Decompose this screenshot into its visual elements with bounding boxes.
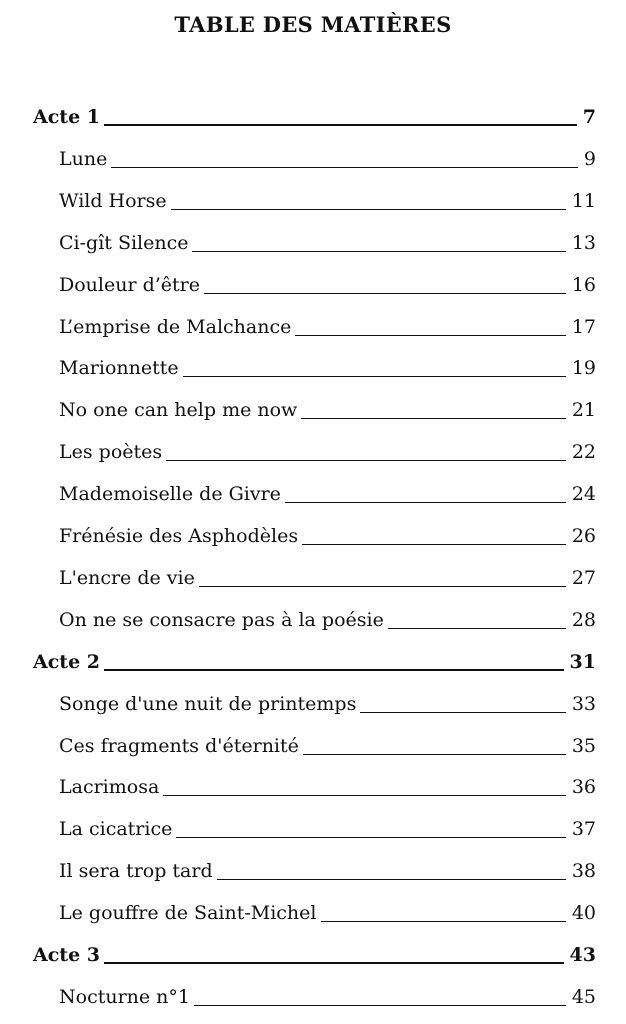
toc-entry[interactable] — [59, 561, 596, 589]
toc-act-heading[interactable] — [33, 938, 596, 966]
toc-page-number: 26 — [571, 525, 596, 547]
toc-entry[interactable] — [59, 351, 596, 379]
toc-entry[interactable] — [59, 226, 596, 254]
toc-page-number: 11 — [571, 189, 596, 212]
toc-page-number: 7 — [582, 106, 596, 128]
toc-entry-title: Ci-gît Silence — [59, 231, 189, 254]
toc-leader-line — [104, 961, 564, 964]
toc-leader-line — [111, 166, 578, 168]
toc-page-number: 35 — [571, 734, 596, 757]
toc-leader-line — [302, 543, 566, 545]
toc-page-number: 21 — [571, 399, 596, 422]
toc-entry[interactable] — [59, 603, 596, 631]
toc-entry-title: Nocturne n°1 — [59, 985, 191, 1008]
toc-leader-line — [104, 123, 577, 126]
toc-page-number: 9 — [583, 147, 596, 170]
toc-entry-title: Wild Horse — [59, 189, 167, 212]
toc-page-number: 43 — [569, 944, 596, 966]
toc-page-number: 27 — [571, 566, 596, 589]
toc-leader-line — [163, 794, 566, 796]
toc-entry-title: Acte 2 — [33, 650, 101, 673]
toc-entry[interactable] — [59, 812, 596, 840]
toc-leader-line — [104, 668, 564, 671]
toc-entry-title: Acte 3 — [33, 944, 101, 966]
toc-leader-line — [166, 459, 566, 461]
toc-leader-line — [321, 920, 566, 922]
toc-entry[interactable] — [59, 519, 596, 547]
toc-leader-line — [360, 711, 565, 713]
toc-page-number: 36 — [571, 776, 596, 799]
toc-leader-line — [388, 627, 566, 629]
toc-entry[interactable] — [59, 687, 596, 715]
toc-entry-title: La cicatrice — [59, 818, 173, 841]
toc-entry-title: On ne se consacre pas à la poésie — [59, 608, 384, 631]
toc-leader-line — [295, 334, 565, 336]
toc-entry-title: Songe d'une nuit de printemps — [59, 692, 357, 715]
toc-page-number: 22 — [571, 441, 596, 464]
toc-entry[interactable] — [59, 980, 596, 1008]
toc-entry-title: Les poètes — [59, 441, 163, 464]
toc-leader-line — [303, 753, 566, 755]
toc-entry-title: Mademoiselle de Givre — [59, 483, 281, 506]
toc-entry[interactable] — [59, 184, 596, 212]
toc-leader-line — [301, 417, 566, 419]
toc-entry-title: L'encre de vie — [59, 566, 195, 589]
toc-page-number: 19 — [571, 357, 596, 380]
toc-entry[interactable] — [59, 268, 596, 296]
toc-page-number: 40 — [571, 902, 596, 925]
toc-leader-line — [171, 208, 566, 210]
toc-page-number: 33 — [571, 692, 596, 715]
toc-entry-title: Ces fragments d'éternité — [59, 734, 299, 757]
toc-leader-line — [192, 250, 565, 252]
toc-entry[interactable] — [59, 310, 596, 338]
toc-entry[interactable] — [59, 854, 596, 882]
toc-leader-line — [194, 1004, 566, 1006]
toc-entry[interactable] — [59, 477, 596, 505]
toc-entry[interactable] — [59, 435, 596, 463]
toc-entry-title: L’emprise de Malchance — [59, 315, 292, 338]
toc-leader-line — [217, 878, 566, 880]
toc-act-heading[interactable] — [33, 100, 596, 128]
toc-entry-title: Marionnette — [59, 357, 179, 380]
toc-leader-line — [176, 836, 565, 838]
toc-page-number: 45 — [571, 985, 596, 1008]
toc-page-number: 16 — [571, 273, 596, 296]
toc-act-heading[interactable] — [33, 645, 596, 673]
toc-entry-title: Douleur d’être — [59, 273, 200, 296]
toc-entry-title: Frénésie des Asphodèles — [59, 525, 299, 547]
toc-entry[interactable] — [59, 729, 596, 757]
toc-page-number: 38 — [571, 860, 596, 883]
toc-entry[interactable] — [59, 142, 596, 170]
toc-entry-title: Lacrimosa — [59, 776, 160, 799]
toc-page-number: 31 — [569, 650, 596, 673]
page-title: TABLE DES MATIÈRES — [174, 12, 452, 37]
toc-entry-title: Lune — [59, 147, 108, 170]
toc-entry-title: Il sera trop tard — [59, 860, 213, 883]
toc-leader-line — [183, 375, 566, 377]
toc-entry[interactable] — [59, 896, 596, 924]
toc-leader-line — [285, 501, 566, 503]
toc-page-number: 17 — [571, 315, 596, 338]
toc-leader-line — [204, 292, 566, 294]
toc-entry[interactable] — [59, 393, 596, 421]
toc-page-number: 28 — [571, 608, 596, 631]
toc-page-number: 37 — [571, 818, 596, 841]
toc-page-number: 13 — [571, 231, 596, 254]
toc-entry-title: No one can help me now — [59, 399, 298, 422]
toc-entry-title: Acte 1 — [33, 106, 101, 128]
toc-entry-title: Le gouffre de Saint-Michel — [59, 902, 317, 925]
toc-page-number: 24 — [571, 483, 596, 506]
toc-leader-line — [199, 585, 566, 587]
toc-entry[interactable] — [59, 770, 596, 798]
